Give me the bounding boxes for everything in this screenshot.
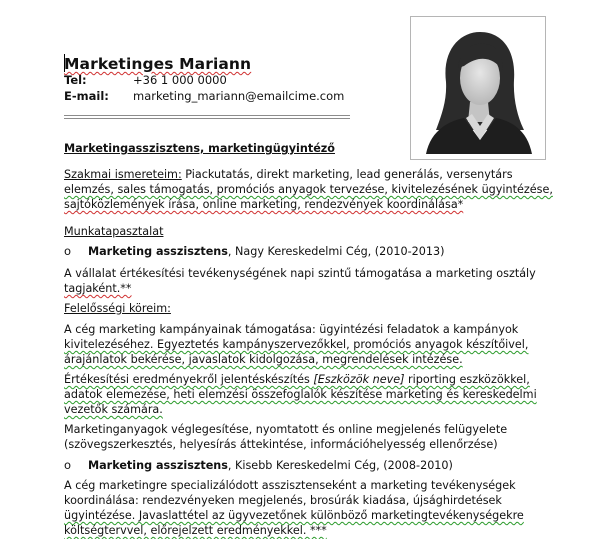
job2-bullet: o (64, 458, 72, 472)
resp3-line-1: Marketinganyagok véglegesítése, nyomtatott és online megjelenés felügyelete (64, 423, 508, 436)
header-rule-top (64, 115, 350, 116)
resp1-line-3: árajánlatok bekérése, javaslatok kidolgozása, megrendelések intézése. (64, 353, 463, 366)
job1-desc-1: A vállalat értékesítési tevékenységének napi szintű támogatása a marketing osztály (64, 267, 536, 280)
skills-label: Szakmai ismereteim: (64, 168, 182, 181)
job2-heading (88, 458, 453, 473)
skills-line-3: sajtóközlemények írása, online marketing, rendezvények koordinálása* (64, 198, 464, 211)
skills-line-2: elemzés, sales támogatás, promóciós anyagok tervezése, kivitelezésének ügyintézése, (64, 183, 553, 196)
phone-value: +36 1 000 0000 (133, 73, 227, 87)
header-rule-bottom (64, 118, 350, 119)
cv-name: Marketinges Mariann (64, 55, 252, 73)
job1-title: Marketing asszisztens (88, 245, 228, 258)
work-heading: Munkatapasztalat (64, 225, 164, 238)
resp2-text-b: riporting eszközökkel, (404, 373, 530, 386)
email-value: marketing_mariann@emailcime.com (133, 89, 345, 103)
resp2-tools-placeholder: [Eszközök neve] (313, 373, 405, 386)
position-title: Marketingasszisztens, marketingügyintéző (64, 142, 335, 155)
job1-heading (88, 244, 445, 259)
job2-desc-3: ügyintézése. Javaslattétel az ügyvezetőnek különböző marketingtevékenységekre (64, 509, 524, 522)
job2-desc-4: költségtervvel, előrejelzett eredményekkel. *** (64, 524, 327, 537)
resp3-line-2: (szövegszerkesztés, helyesírás áttekintése, információhelyesség ellenőrzése) (64, 438, 498, 451)
resp2-line-1 (64, 372, 554, 387)
skills-text-1: Piackutatás, direkt marketing, lead generálás, versenytárs (181, 168, 513, 181)
job1-bullet: o (64, 244, 72, 258)
phone-label: Tel: (64, 73, 87, 87)
job1-company: , Nagy Kereskedelmi Cég, (2010-2013) (227, 245, 445, 258)
resp1-line-1: A cég marketing kampányainak támogatása: ügyintézési feladatok a kampányok (64, 323, 519, 336)
profile-photo (410, 16, 546, 160)
resp2-text-a: Értékesítési eredményekről jelentéskészítés (64, 373, 314, 386)
responsibilities-heading: Felelősségi köreim: (64, 302, 171, 315)
job2-desc-1: A cég marketingre specializálódott asszisztenseként a marketing tevékenységek (64, 479, 516, 492)
resp2-line-2: adatok elemezése, heti elemzési összefoglalók készítése marketing és kereskedelmi (64, 388, 537, 401)
skills-line-1 (64, 167, 554, 182)
job2-desc-2: koordinálása: rendezvényeken megjelenés, brosúrák kiadása, újsághirdetések (64, 494, 502, 507)
resp2-line-3: vezetők számára. (64, 403, 163, 416)
job1-desc-2: tagjaként.** (64, 282, 132, 295)
job2-title: Marketing asszisztens (88, 459, 228, 472)
job2-company: , Kisebb Kereskedelmi Cég, (2008-2010) (227, 459, 453, 472)
email-label: E-mail: (64, 89, 109, 103)
resp1-line-2: kivitelezéséhez. Egyeztetés kampányszervezőkkel, promóciós anyagok készítőivel, (64, 338, 529, 351)
avatar-silhouette-icon (416, 22, 540, 154)
